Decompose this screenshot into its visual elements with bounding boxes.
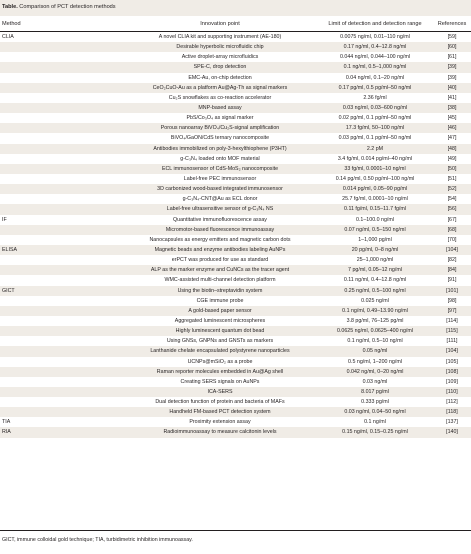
cell-limit: 3.8 pg/ml, 76–125 pg/ml: [346, 317, 404, 324]
table-row: [0, 194, 471, 204]
cell-limit: 0.0625 ng/ml, 0.0625–400 ng/ml: [337, 328, 413, 335]
cell-reference: [56]: [447, 206, 457, 213]
cell-method: CLIA: [2, 34, 14, 40]
cell-innovation: Radioimmunoassay to measure calcitonin levels: [163, 429, 277, 436]
table-caption: [2, 3, 116, 12]
header-references: References: [437, 21, 467, 27]
table-row: [0, 367, 471, 377]
cell-reference: [45]: [447, 115, 457, 122]
cell-innovation: Highly luminescent quantum dot bead: [175, 328, 265, 335]
cell-innovation: g-C₃N₄ loaded onto MOF material: [180, 155, 260, 162]
table-row: [0, 42, 471, 52]
cell-innovation: Raman reporter molecules embedded in Au@Ag shell: [156, 368, 284, 375]
cell-reference: [46]: [447, 125, 457, 132]
cell-reference: [39]: [447, 64, 457, 71]
cell-reference: [137]: [446, 419, 458, 426]
cell-innovation: Aggregated luminescent microspheres: [174, 317, 266, 324]
cell-innovation: Dual detection function of protein and bacteria of MAFs: [155, 399, 285, 406]
cell-reference: [40]: [447, 84, 457, 91]
cell-method: ELISA: [2, 246, 18, 253]
cell-innovation: erPCT was produced for use as standard: [171, 257, 269, 264]
cell-innovation: Micromotor-based fluorescence immunoassay: [165, 226, 275, 233]
cell-innovation: Lanthanide chelate encapsulated polystyrene nanoparticles: [150, 348, 290, 355]
table-row: [0, 357, 471, 367]
table-footnote: GICT, immune colloidal gold technique; TIA, turbidimetric inhibition immunoassay.: [2, 537, 193, 543]
table-row: [0, 32, 471, 42]
cell-reference: [67]: [447, 216, 457, 223]
cell-innovation: ALP as the marker enzyme and CuNCs as the tracer agent: [150, 267, 290, 274]
cell-innovation: Using the biotin–streptavidin system: [177, 287, 263, 294]
cell-limit: 1–1,000 pg/ml: [358, 236, 392, 243]
cell-reference: [50]: [447, 165, 457, 172]
header-innovation: Innovation point: [200, 21, 240, 27]
cell-reference: [54]: [447, 196, 457, 203]
table-row: [0, 417, 471, 427]
cell-innovation: EMC-Au, on-chip detection: [188, 74, 252, 81]
cell-limit: 0.1 ng/ml: [364, 419, 386, 426]
cell-reference: [109]: [446, 378, 458, 385]
cell-limit: 17.3 fg/ml, 50–100 ng/ml: [345, 125, 405, 132]
cell-limit: 0.17 pg/ml, 0.5 pg/ml–50 ng/ml: [338, 84, 412, 91]
cell-limit: 0.1 ng/ml, 0.5–1,000 ng/ml: [343, 64, 407, 71]
cell-innovation: A gold-based paper sensor: [188, 307, 252, 314]
cell-reference: [52]: [447, 186, 457, 193]
cell-reference: [97]: [447, 307, 457, 314]
cell-limit: 33 fg/ml, 0.0001–10 ng/ml: [344, 165, 406, 172]
cell-reference: [41]: [447, 94, 457, 101]
table-row: [0, 397, 471, 407]
table-row: [0, 306, 471, 316]
cell-innovation: UCNPs@mSiO₂ as a probe: [187, 358, 253, 365]
cell-reference: [82]: [447, 257, 457, 264]
cell-limit: 0.1–100.0 ng/ml: [356, 216, 394, 223]
table-row: [0, 255, 471, 265]
cell-method: GICT: [2, 287, 15, 294]
table-row: [0, 427, 471, 437]
table-row: [0, 215, 471, 225]
table-row: [0, 133, 471, 143]
table-row: [0, 336, 471, 346]
cell-reference: [98]: [447, 297, 457, 304]
cell-limit: 7 pg/ml, 0.05–12 ng/ml: [348, 267, 402, 274]
cell-innovation: Using GNSs, GNPNs and GNSTs as markers: [166, 338, 274, 345]
cell-reference: [104]: [446, 246, 458, 253]
cell-limit: 0.04 ng/ml, 0.1–20 ng/ml: [345, 74, 405, 81]
cell-limit: 0.0075 ng/ml, 0.01–110 ng/ml: [340, 34, 410, 40]
cell-limit: 0.1 ng/ml, 0.5–10 ng/ml: [347, 338, 403, 345]
cell-innovation: CeO₂CuO-Au as a platform Au@Ag-Th as signal markers: [152, 84, 288, 91]
cell-method: IF: [2, 216, 7, 223]
table-row: [0, 286, 471, 296]
cell-reference: [114]: [446, 317, 458, 324]
cell-innovation: Label-free ultrasensitive sensor of g-C₃N₄ NS: [166, 206, 274, 213]
cell-innovation: Nanocapsules as energy emitters and magnetic carbon dots: [149, 236, 291, 243]
cell-reference: [59]: [447, 34, 457, 40]
header-limit: Limit of detection and detection range: [328, 21, 422, 27]
table-header: [0, 16, 471, 31]
table-row: [0, 265, 471, 275]
table-row: [0, 123, 471, 133]
cell-reference: [60]: [447, 44, 457, 51]
cell-method: TIA: [2, 419, 11, 426]
cell-reference: [48]: [447, 145, 457, 152]
cell-innovation: ECL immunosensor of CdS-MoS₂ nanocomposite: [161, 165, 279, 172]
cell-limit: 0.11 fg/ml, 0.15–11.7 fg/ml: [344, 206, 406, 213]
table-row: [0, 103, 471, 113]
table-row: [0, 144, 471, 154]
table-row: [0, 62, 471, 72]
cell-reference: [140]: [446, 429, 458, 436]
cell-limit: 0.025 ng/ml: [361, 297, 389, 304]
cell-limit: 8.017 pg/ml: [361, 388, 389, 395]
cell-limit: 0.333 pg/ml: [361, 399, 389, 406]
cell-limit: 2.36 fg/ml: [363, 94, 387, 101]
cell-reference: [101]: [446, 287, 458, 294]
cell-reference: [51]: [447, 175, 457, 182]
cell-innovation: Cu₂S snowflakes as co-reaction accelerator: [168, 94, 272, 101]
cell-innovation: Proximity extension assay: [189, 419, 251, 426]
cell-limit: 0.15 ng/ml, 0.15–0.25 ng/ml: [342, 429, 408, 436]
cell-reference: [112]: [446, 399, 458, 406]
cell-innovation: Magnetic beads and enzyme antibodies labeling AuNPs: [154, 246, 286, 253]
table-row: [0, 154, 471, 164]
cell-reference: [115]: [446, 328, 458, 335]
cell-innovation: SPE-C, drop detection: [193, 64, 247, 71]
cell-limit: 25–1,000 ng/ml: [356, 257, 394, 264]
cell-innovation: Handheld FM-based PCT detection system: [169, 409, 271, 416]
caption-label: Table.: [2, 4, 18, 10]
cell-innovation: A novel CLIA kit and supporting instrument (AE-180): [158, 34, 282, 40]
table-row: [0, 225, 471, 235]
cell-limit: 3.4 fg/ml, 0.014 pg/ml–40 ng/ml: [337, 155, 413, 162]
cell-limit: 0.03 ng/ml, 0.04–50 ng/ml: [344, 409, 406, 416]
cell-innovation: ICA-SERS: [207, 388, 233, 395]
cell-limit: 0.044 ng/ml, 0.044–100 ng/ml: [339, 54, 411, 61]
cell-reference: [111]: [446, 338, 458, 345]
cell-innovation: WMC-assisted multi-channel detection platform: [164, 277, 276, 284]
table-row: [0, 245, 471, 255]
cell-innovation: Creating SERS signals on AuNPs: [180, 378, 260, 385]
cell-innovation: BiVO₄/GaON/CdS ternary nanocomposite: [170, 135, 270, 142]
table-body: [0, 32, 471, 438]
cell-innovation: Porous nanoarray BiVO₄/Cu₂S-signal amplification: [160, 125, 280, 132]
cell-innovation: Active droplet-array microfluidics: [181, 54, 259, 61]
cell-innovation: Quantitative immunofluorescence assay: [173, 216, 267, 223]
cell-limit: 0.11 ng/ml, 0.4–12.8 ng/ml: [343, 277, 407, 284]
cell-reference: [49]: [447, 155, 457, 162]
table-row: [0, 377, 471, 387]
cell-limit: 0.042 ng/ml, 0–20 ng/ml: [346, 368, 404, 375]
cell-limit: 25.7 fg/ml, 0.0001–10 ng/ml: [342, 196, 408, 203]
table-row: [0, 73, 471, 83]
cell-reference: [70]: [447, 236, 457, 243]
caption-text: Comparison of PCT detection methods: [17, 4, 116, 10]
table-row: [0, 326, 471, 336]
cell-reference: [68]: [447, 226, 457, 233]
cell-limit: 20 pg/ml, 0–8 ng/ml: [351, 246, 399, 253]
cell-limit: 0.07 ng/ml, 0.5–150 ng/ml: [344, 226, 406, 233]
cell-innovation: Desirable hyperbolic microfluidic chip: [176, 44, 264, 51]
table-row: [0, 52, 471, 62]
cell-innovation: g-C₃N₄-CNT@Au as ECL donor: [182, 196, 258, 203]
header-method: Method: [2, 21, 21, 27]
cell-method: RIA: [2, 429, 11, 436]
cell-limit: 0.02 pg/ml, 0.1 pg/ml–50 ng/ml: [338, 115, 412, 122]
cell-limit: 0.5 ng/ml, 1–200 ng/ml: [348, 358, 402, 365]
cell-reference: [118]: [446, 409, 458, 416]
table-row: [0, 316, 471, 326]
cell-reference: [39]: [447, 74, 457, 81]
cell-limit: 0.014 pg/ml, 0.05–90 pg/ml: [342, 186, 408, 193]
cell-innovation: PbS/Co₃O₄ as signal marker: [186, 115, 254, 122]
cell-innovation: MNP-based assay: [198, 104, 242, 111]
cell-innovation: CGE immune probe: [196, 297, 244, 304]
cell-reference: [38]: [447, 104, 457, 111]
cell-reference: [61]: [447, 54, 457, 61]
table-row: [0, 164, 471, 174]
cell-innovation: Label-free PEC immunosensor: [183, 175, 257, 182]
table-row: [0, 204, 471, 214]
cell-reference: [91]: [447, 277, 457, 284]
cell-innovation: 3D carbonized wood-based integrated immunosensor: [157, 186, 283, 193]
cell-limit: 2.2 pM: [366, 145, 384, 152]
cell-limit: 0.05 ng/ml: [362, 348, 388, 355]
table-row: [0, 275, 471, 285]
cell-limit: 0.25 ng/ml, 0.5–100 ng/ml: [344, 287, 406, 294]
cell-innovation: Antibodies immobilized on poly-3-hexylthiophene (P3HT): [153, 145, 287, 152]
table-row: [0, 83, 471, 93]
cell-reference: [108]: [446, 368, 458, 375]
cell-limit: 0.17 ng/ml, 0.4–12.8 ng/ml: [343, 44, 407, 51]
table-row: [0, 407, 471, 417]
cell-reference: [104]: [446, 348, 458, 355]
cell-reference: [105]: [446, 358, 458, 365]
table-row: [0, 296, 471, 306]
table-row: [0, 387, 471, 397]
table-row: [0, 235, 471, 245]
cell-limit: 0.03 ng/ml: [362, 378, 388, 385]
table-row: [0, 113, 471, 123]
cell-limit: 0.14 pg/ml, 0.50 pg/ml–100 ng/ml: [335, 175, 415, 182]
cell-limit: 0.03 ng/ml, 0.03–600 ng/ml: [342, 104, 408, 111]
bottom-rule: [0, 530, 471, 531]
cell-reference: [47]: [447, 135, 457, 142]
table-row: [0, 184, 471, 194]
cell-limit: 0.03 pg/ml, 0.1 pg/ml–50 ng/ml: [338, 135, 412, 142]
cell-limit: 0.1 ng/ml, 0.49–13.90 ng/ml: [342, 307, 408, 314]
cell-reference: [110]: [446, 388, 458, 395]
cell-reference: [84]: [447, 267, 457, 274]
table-row: [0, 93, 471, 103]
table-row: [0, 346, 471, 356]
table-row: [0, 174, 471, 184]
